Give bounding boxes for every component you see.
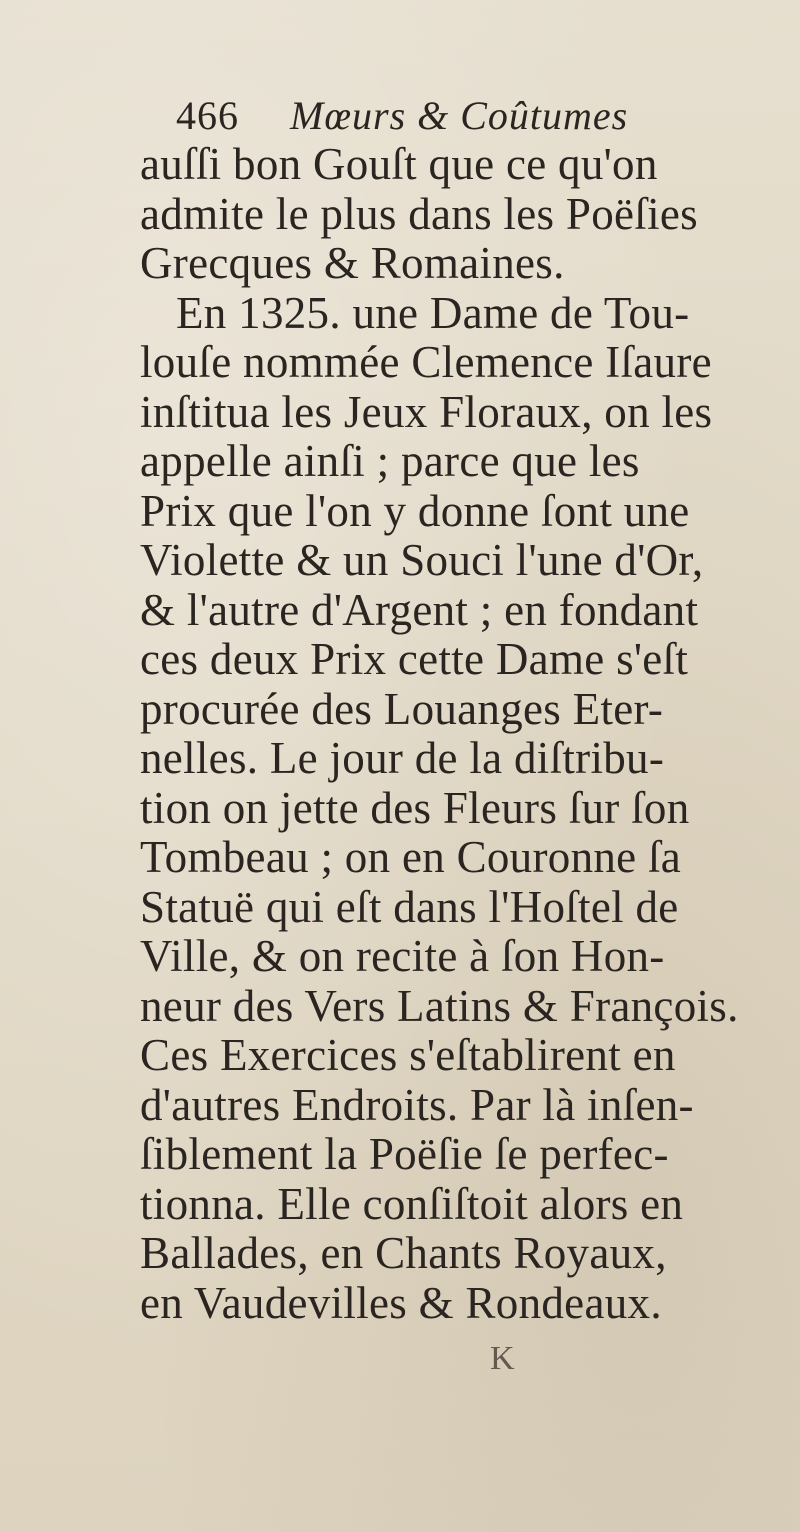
text-line: Tombeau ; on en Couronne ſa xyxy=(140,832,682,882)
text-line: Grecques & Romaines. xyxy=(140,238,565,288)
text-line: ces deux Prix cette Dame s'eſt xyxy=(140,634,689,684)
text-line: Violette & un Souci l'une d'Or, xyxy=(140,535,704,585)
text-line: louſe nommée Clemence Iſaure xyxy=(140,337,712,387)
text-line: ſiblement la Poëſie ſe perfec- xyxy=(140,1129,669,1179)
text-line: auſſi bon Gouſt que ce qu'on xyxy=(140,139,658,189)
page-number: 466 xyxy=(176,93,239,138)
signature-mark: K xyxy=(490,1340,515,1377)
text-line: Ballades, en Chants Royaux, xyxy=(140,1228,667,1278)
running-title: Mœurs & Coûtumes xyxy=(290,93,629,138)
page-text xyxy=(140,92,780,1328)
text-line: Ces Exercices s'eſtablirent en xyxy=(140,1030,676,1080)
text-line: Statuë qui eſt dans l'Hoſtel de xyxy=(140,881,679,932)
text-line: & l'autre d'Argent ; en fondant xyxy=(140,584,699,635)
text-line: admite le plus dans les Poëſies xyxy=(140,188,698,239)
text-line: appelle ainſi ; parce que les xyxy=(140,436,640,486)
running-head xyxy=(176,92,780,140)
text-line: Prix que l'on y donne ſont une xyxy=(140,485,690,536)
text-line: Ville, & on recite à ſon Hon- xyxy=(140,931,665,981)
text-line: neur des Vers Latins & François. xyxy=(140,980,739,1031)
text-line: tionna. Elle conſiſtoit alors en xyxy=(140,1178,684,1229)
text-line: procurée des Louanges Eter- xyxy=(140,683,664,734)
text-line: d'autres Endroits. Par là inſen- xyxy=(140,1079,694,1130)
text-line: nelles. Le jour de la diſtribu- xyxy=(140,733,665,783)
text-line: en Vaudevilles & Rondeaux. xyxy=(140,1277,662,1328)
paragraph-start-line: En 1325. une Dame de Tou- xyxy=(176,287,690,338)
text-line: inſtitua les Jeux Floraux, on les xyxy=(140,386,713,437)
text-line: tion on jette des Fleurs ſur ſon xyxy=(140,782,690,833)
